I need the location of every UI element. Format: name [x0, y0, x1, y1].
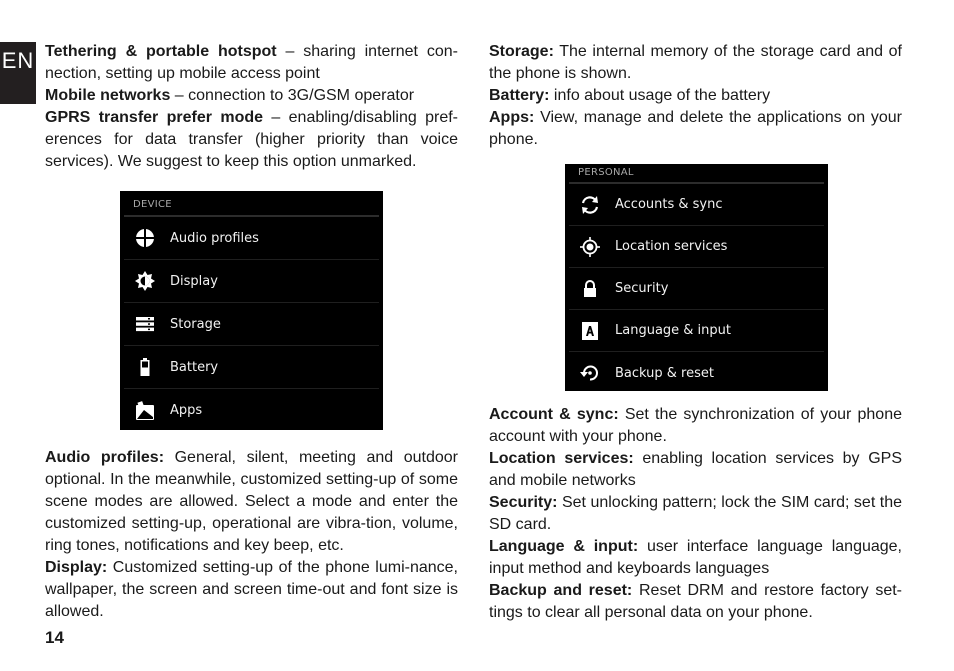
settings-item-battery[interactable] — [124, 346, 379, 389]
desc-mobile-networks: – connection to 3G/GSM operator — [170, 87, 415, 104]
paragraph-security — [489, 492, 902, 536]
settings-item-label: Storage — [170, 316, 221, 332]
desc-security: Set unlocking pattern; lock the SIM card; set the SD card. — [489, 494, 902, 533]
settings-item-label: Security — [615, 281, 669, 296]
term-backup-reset: Backup and reset: — [489, 582, 633, 599]
term-language-input: Language & input: — [489, 538, 639, 555]
lock-icon — [579, 278, 601, 300]
desc-storage: The internal memory of the storage card and of the phone is shown. — [489, 43, 902, 82]
paragraph-backup-reset — [489, 580, 902, 624]
desc-apps: View, manage and delete the applications on your phone. — [489, 109, 902, 148]
apps-icon — [134, 400, 156, 422]
settings-item-label: Accounts & sync — [615, 197, 723, 212]
settings-item-label: Language & input — [615, 323, 731, 338]
term-tethering: Tethering & portable hotspot — [45, 43, 277, 60]
page-number: 14 — [45, 628, 64, 647]
term-display: Display: — [45, 559, 108, 576]
settings-item-label: Apps — [170, 403, 203, 418]
location-icon — [579, 236, 601, 258]
paragraph-apps — [489, 107, 902, 151]
paragraph-battery — [489, 85, 902, 107]
settings-item-label: Location services — [615, 239, 728, 254]
desc-backup-reset: Reset DRM and restore factory set-tings to clear all personal data on your phone. — [489, 582, 902, 621]
paragraph-storage — [489, 41, 902, 85]
settings-item-label: Audio profiles — [170, 230, 259, 246]
paragraph-language-input — [489, 536, 902, 580]
term-location-services: Location services: — [489, 450, 634, 467]
term-gprs: GPRS transfer prefer mode — [45, 109, 264, 126]
term-apps: Apps: — [489, 109, 535, 126]
desc-battery: info about usage of the battery — [549, 87, 771, 104]
left-bottom-text — [45, 447, 458, 623]
battery-icon — [134, 356, 156, 378]
settings-item-location-services[interactable] — [569, 226, 824, 268]
right-top-text — [489, 41, 902, 151]
paragraph-display — [45, 557, 458, 623]
term-battery: Battery: — [489, 87, 550, 104]
desc-account-sync: Set the synchronization of your phone account with your phone. — [489, 406, 902, 445]
settings-item-label: Backup & reset — [615, 365, 714, 381]
device-settings-panel — [120, 191, 383, 430]
storage-icon — [134, 313, 156, 335]
paragraph-location-services — [489, 448, 902, 492]
settings-item-security[interactable] — [569, 268, 824, 310]
settings-item-label: Battery — [170, 359, 219, 375]
device-panel-header: DEVICE — [124, 191, 379, 217]
term-audio-profiles: Audio profiles: — [45, 449, 165, 466]
paragraph-account-sync — [489, 404, 902, 448]
backup-reset-icon — [579, 362, 601, 384]
settings-item-accounts-sync[interactable] — [569, 184, 824, 226]
term-mobile-networks: Mobile networks — [45, 87, 171, 104]
audio-profiles-icon — [134, 227, 156, 249]
desc-language-input: user interface language language, input method and keyboards languages — [489, 538, 902, 577]
language-icon — [579, 320, 601, 342]
language-tab-label: EN — [1, 48, 35, 73]
desc-display: Customized setting-up of the phone lumi-nance, wallpaper, the screen and screen time-out and font size is allowed. — [45, 559, 458, 620]
paragraph-mobile-networks — [45, 85, 458, 107]
settings-item-storage[interactable] — [124, 303, 379, 346]
settings-item-display[interactable] — [124, 260, 379, 303]
language-tab — [0, 42, 36, 104]
term-security: Security: — [489, 494, 558, 511]
personal-settings-panel — [565, 164, 828, 391]
left-top-text — [45, 41, 458, 173]
settings-item-apps[interactable] — [124, 389, 379, 432]
right-bottom-text — [489, 404, 902, 624]
desc-tethering: – sharing internet con-nection, setting up mobile access point — [45, 43, 458, 82]
desc-audio-profiles: General, silent, meeting and outdoor optional. In the meanwhile, customized setting-up of some scene modes are allowed. Select a mode and enter the customized setting-up, operational are vibra-tion, volume, ring tones, notifications and key beep, etc. — [45, 449, 458, 554]
term-storage: Storage: — [489, 43, 554, 60]
desc-gprs: – enabling/disabling pref-erences for data transfer (higher priority than voice services). We suggest to keep this option unmarked. — [45, 109, 459, 170]
paragraph-audio-profiles — [45, 447, 458, 557]
display-icon — [134, 270, 156, 292]
personal-panel-header: PERSONAL — [569, 164, 824, 184]
sync-icon — [579, 194, 601, 216]
desc-location-services: enabling location services by GPS and mobile networks — [489, 450, 903, 489]
term-account-sync: Account & sync: — [489, 406, 619, 423]
paragraph-gprs — [45, 107, 458, 173]
paragraph-tethering — [45, 41, 458, 85]
settings-item-backup-reset[interactable] — [569, 352, 824, 394]
settings-item-label: Display — [170, 273, 218, 289]
settings-item-audio-profiles[interactable] — [124, 217, 379, 260]
settings-item-language-input[interactable] — [569, 310, 824, 352]
